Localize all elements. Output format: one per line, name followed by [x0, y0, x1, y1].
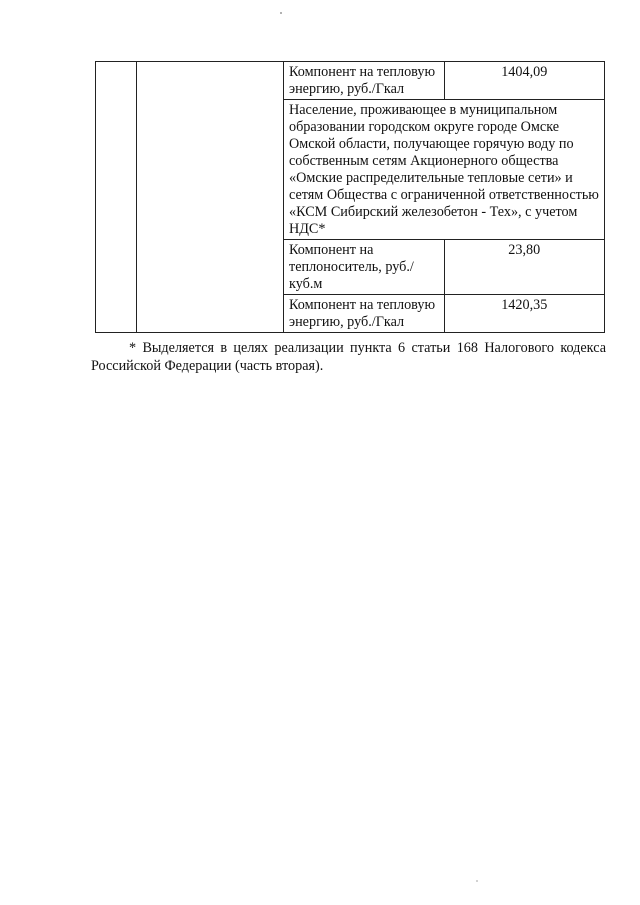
scan-speck [280, 12, 282, 14]
component-label: Компонент на тепловую энергию, руб./Гкал [284, 295, 445, 333]
footnote [91, 339, 606, 375]
organization-column-cell [137, 62, 284, 333]
scan-speck [476, 880, 478, 882]
tariff-value: 1404,09 [444, 62, 605, 100]
component-label: Компонент на тепловую энергию, руб./Гкал [284, 62, 445, 100]
component-label: Компонент на теплоноситель, руб./куб.м [284, 240, 445, 295]
footnote-text: * Выделяется в целях реализации пункта 6 статьи 168 Налогового кодекса Российской Федерации (часть вторая). [91, 340, 606, 374]
tariff-value: 23,80 [444, 240, 605, 295]
tariff-table [95, 61, 605, 333]
consumer-group-label: Население, проживающее в муниципальном образовании городском округе городе Омске Омской области, получающее горячую воду по собственным сетям Акционерного общества «Омские распределительные тепловые сети» и сетям Общества с ограниченной ответственностью «КСМ Сибирский железобетон - Тех», с учетом НДС* [284, 100, 605, 240]
table-row [96, 62, 605, 100]
index-column-cell [96, 62, 137, 333]
tariff-value: 1420,35 [444, 295, 605, 333]
